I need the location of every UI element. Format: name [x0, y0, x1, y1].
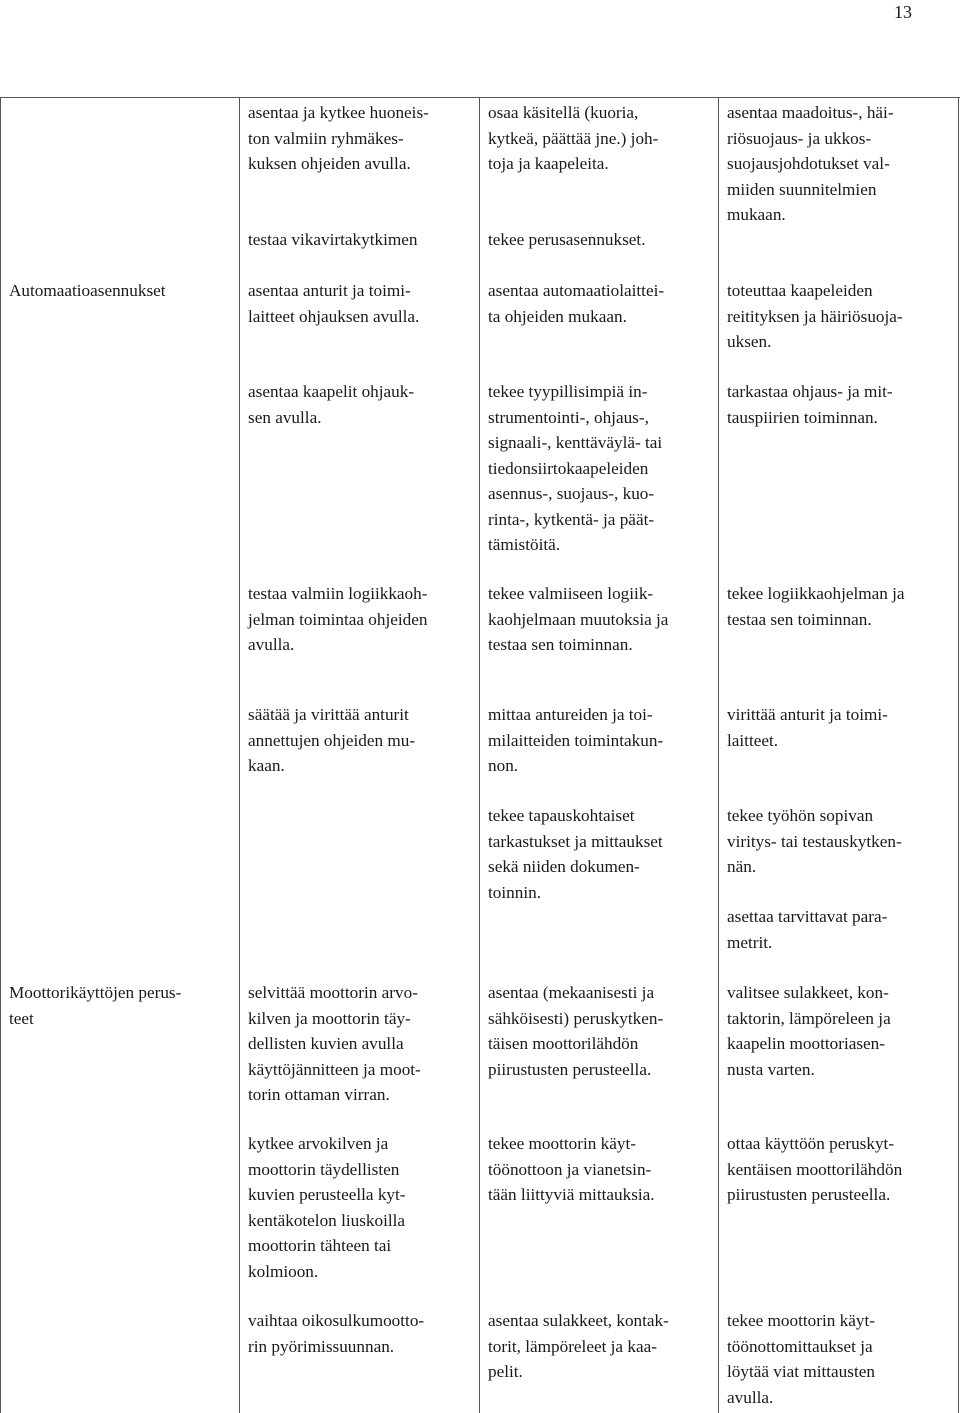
- section-cell: Moottorikäyttöjen perus- teet: [9, 983, 182, 1028]
- hyva-cell: mittaa antureiden ja toi- milaitteiden toimintakun- non.: [488, 705, 664, 775]
- kiitettava-cell: virittää anturit ja toimi- laitteet.: [727, 705, 888, 750]
- kiitettava-cell: asettaa tarvittavat para- metrit.: [727, 907, 888, 952]
- section-cell: Automaatioasennukset: [9, 281, 166, 300]
- table-top-border: [0, 97, 960, 98]
- hyva-cell: tekee perusasennukset.: [488, 230, 646, 249]
- tyydyttava-cell: vaihtaa oikosulkumootto- rin pyörimissuunnan.: [248, 1311, 425, 1356]
- tyydyttava-cell: asentaa anturit ja toimi- laitteet ohjauksen avulla.: [248, 281, 420, 326]
- tyydyttava-cell: testaa valmiin logiikkaoh- jelman toimintaa ohjeiden avulla.: [248, 584, 428, 654]
- table-right-border: [958, 97, 959, 1413]
- tyydyttava-cell: säätää ja virittää anturit annettujen ohjeiden mu- kaan.: [248, 705, 416, 775]
- tyydyttava-cell: asentaa ja kytkee huoneis- ton valmiin ryhmäkes- kuksen ohjeiden avulla.: [248, 103, 429, 173]
- kiitettava-cell: tekee moottorin käyt- töönottomittaukset ja löytää viat mittausten avulla.: [727, 1311, 875, 1407]
- hyva-cell: osaa käsitellä (kuoria, kytkeä, päättää jne.) joh- toja ja kaapeleita.: [488, 103, 659, 173]
- page-number: 13: [894, 2, 912, 22]
- hyva-cell: tekee tyypillisimpiä in- strumentointi-, ohjaus-, signaali-, kenttäväylä- tai tiedonsiirtokaapeleiden asennus-, suojaus-, kuo- rinta-, kytkentä- ja päät- tämistöitä.: [488, 382, 663, 554]
- kiitettava-cell: tarkastaa ohjaus- ja mit- tauspiirien toiminnan.: [727, 382, 893, 427]
- column-divider: [718, 97, 719, 1413]
- kiitettava-cell: ottaa käyttöön peruskyt- kentäisen moottorilähdön piirustusten perusteella.: [727, 1134, 903, 1204]
- table-left-border: [0, 97, 1, 1413]
- kiitettava-cell: toteuttaa kaapeleiden reitityksen ja häiriösuoja- uksen.: [727, 281, 903, 351]
- tyydyttava-cell: selvittää moottorin arvo- kilven ja moottorin täy- dellisten kuvien avulla käyttöjännitteen ja moot- torin ottaman virran.: [248, 983, 421, 1104]
- tyydyttava-cell: kytkee arvokilven ja moottorin täydellisten kuvien perusteella kyt- kentäkotelon liuskoilla moottorin tähteen tai kolmioon.: [248, 1134, 406, 1281]
- tyydyttava-cell: testaa vikavirtakytkimen: [248, 230, 418, 249]
- hyva-cell: tekee moottorin käyt- töönottoon ja vianetsin- tään liittyviä mittauksia.: [488, 1134, 655, 1204]
- hyva-cell: tekee tapauskohtaiset tarkastukset ja mittaukset sekä niiden dokumen- toinnin.: [488, 806, 663, 902]
- kiitettava-cell: asentaa maadoitus-, häi- riösuojaus- ja ukkos- suojausjohdotukset val- miiden suunnitelmien mukaan.: [727, 103, 894, 224]
- hyva-cell: asentaa automaatiolaittei- ta ohjeiden mukaan.: [488, 281, 665, 326]
- kiitettava-cell: tekee työhön sopivan viritys- tai testauskytken- nän.: [727, 806, 902, 876]
- hyva-cell: asentaa (mekaanisesti ja sähköisesti) peruskytken- täisen moottorilähdön piirustusten perusteella.: [488, 983, 664, 1079]
- hyva-cell: tekee valmiiseen logiik- kaohjelmaan muutoksia ja testaa sen toiminnan.: [488, 584, 669, 654]
- kiitettava-cell: valitsee sulakkeet, kon- taktorin, lämpöreleen ja kaapelin moottoriasen- nusta varten.: [727, 983, 891, 1079]
- column-divider: [239, 97, 240, 1413]
- tyydyttava-cell: asentaa kaapelit ohjauk- sen avulla.: [248, 382, 415, 427]
- kiitettava-cell: tekee logiikkaohjelman ja testaa sen toiminnan.: [727, 584, 905, 629]
- column-divider: [479, 97, 480, 1413]
- hyva-cell: asentaa sulakkeet, kontak- torit, lämpöreleet ja kaa- pelit.: [488, 1311, 669, 1381]
